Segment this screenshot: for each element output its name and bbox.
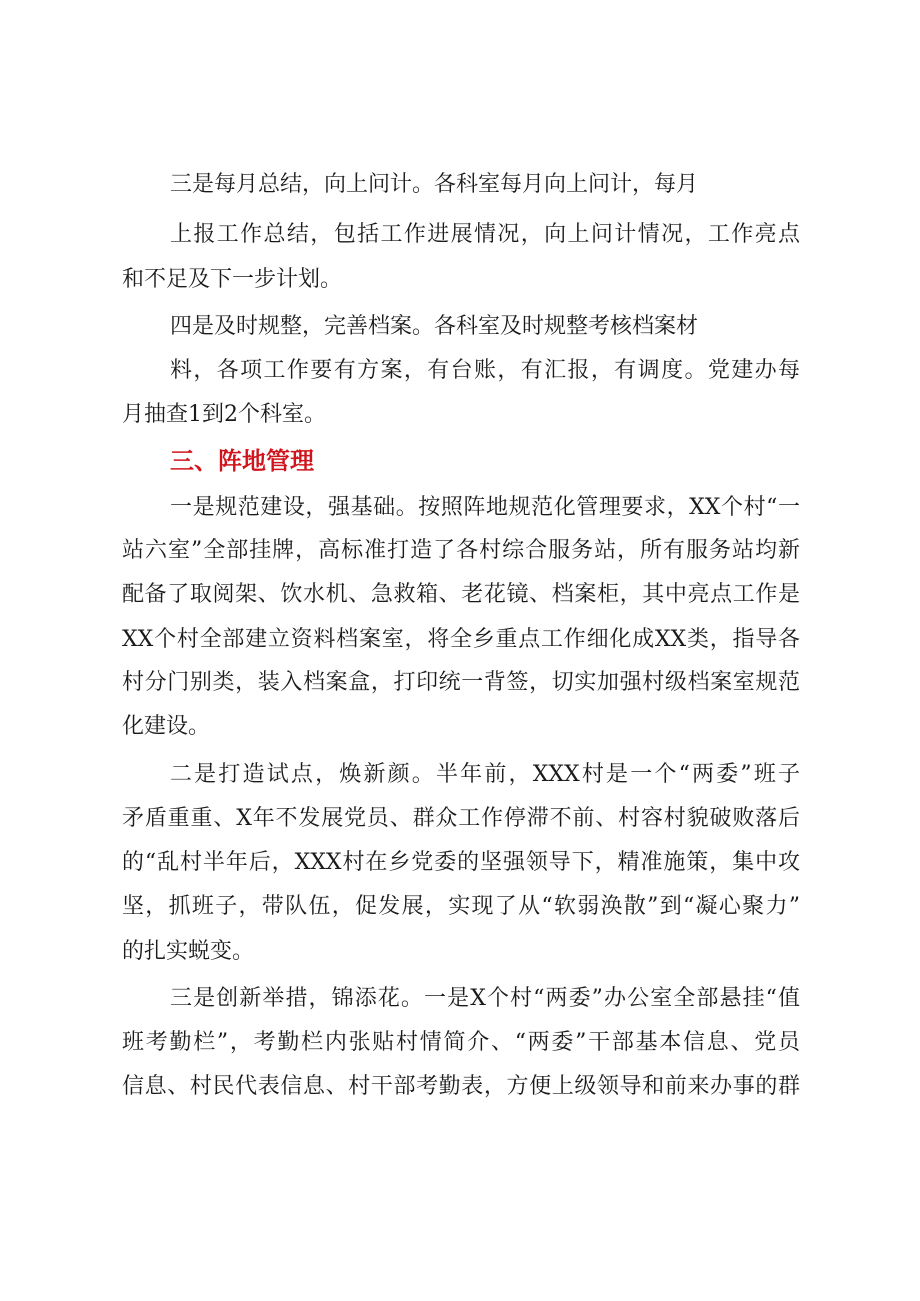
paragraph-6-line-4: 坚，抓班子，带队伍，促发展，实现了从“软弱涣散”到“凝心聚力” [122, 894, 800, 919]
paragraph-5-line-2: 站六室”全部挂牌，高标准打造了各村综合服务站，所有服务站均新 [122, 538, 800, 563]
paragraph-5-line-4: XX个村全部建立资料档案室，将全乡重点工作细化成XX类，指导各 [122, 627, 800, 652]
paragraph-4-line-1: 四是及时规整，完善档案。各科室及时规整考核档案材 [170, 314, 699, 339]
paragraph-6-line-5: 的扎实蜕变。 [122, 939, 255, 964]
paragraph-5-line-5: 村分门别类，装入档案盒，打印统一背签，切实加强村级档案室规范 [122, 670, 800, 695]
paragraph-4-line-2: 料，各项工作要有方案，有台账，有汇报，有调度。党建办每 [170, 358, 800, 383]
paragraph-5-line-6: 化建设。 [122, 714, 211, 739]
paragraph-5-line-1: 一是规范建设，强基础。按照阵地规范化管理要求，XX个村“一 [170, 495, 800, 520]
paragraph-6-line-1: 二是打造试点，焕新颜。半年前，XXX村是一个“两委”班子 [170, 762, 800, 787]
paragraph-6-line-2: 矛盾重重、X年不发展党员、群众工作停滞不前、村容村貌破败落后 [122, 806, 800, 831]
paragraph-7-line-2: 班考勤栏”，考勤栏内张贴村情简介、“两委”干部基本信息、党员 [122, 1030, 800, 1055]
paragraph-7-line-3: 信息、村民代表信息、村干部考勤表，方便上级领导和前来办事的群 [122, 1074, 800, 1099]
paragraph-5-line-3: 配备了取阅架、饮水机、急救箱、老花镜、档案柜，其中亮点工作是 [122, 582, 800, 607]
paragraph-3-line-3: 和不足及下一步计划。 [122, 267, 343, 292]
paragraph-3-line-1: 三是每月总结，向上问计。各科室每月向上问计，每月 [170, 172, 699, 197]
section-heading: 三、阵地管理 [170, 447, 314, 475]
paragraph-3-line-2: 上报工作总结，包括工作进展情况，向上问计情况，工作亮点 [170, 222, 800, 247]
paragraph-6-line-3: 的“乱村半年后，XXX村在乡党委的坚强领导下，精准施策，集中攻 [122, 850, 800, 875]
paragraph-4-line-3: 月抽查1到2个科室。 [122, 402, 326, 427]
paragraph-7-line-1: 三是创新举措，锦添花。一是X个村“两委”办公室全部悬挂“值 [170, 986, 800, 1011]
